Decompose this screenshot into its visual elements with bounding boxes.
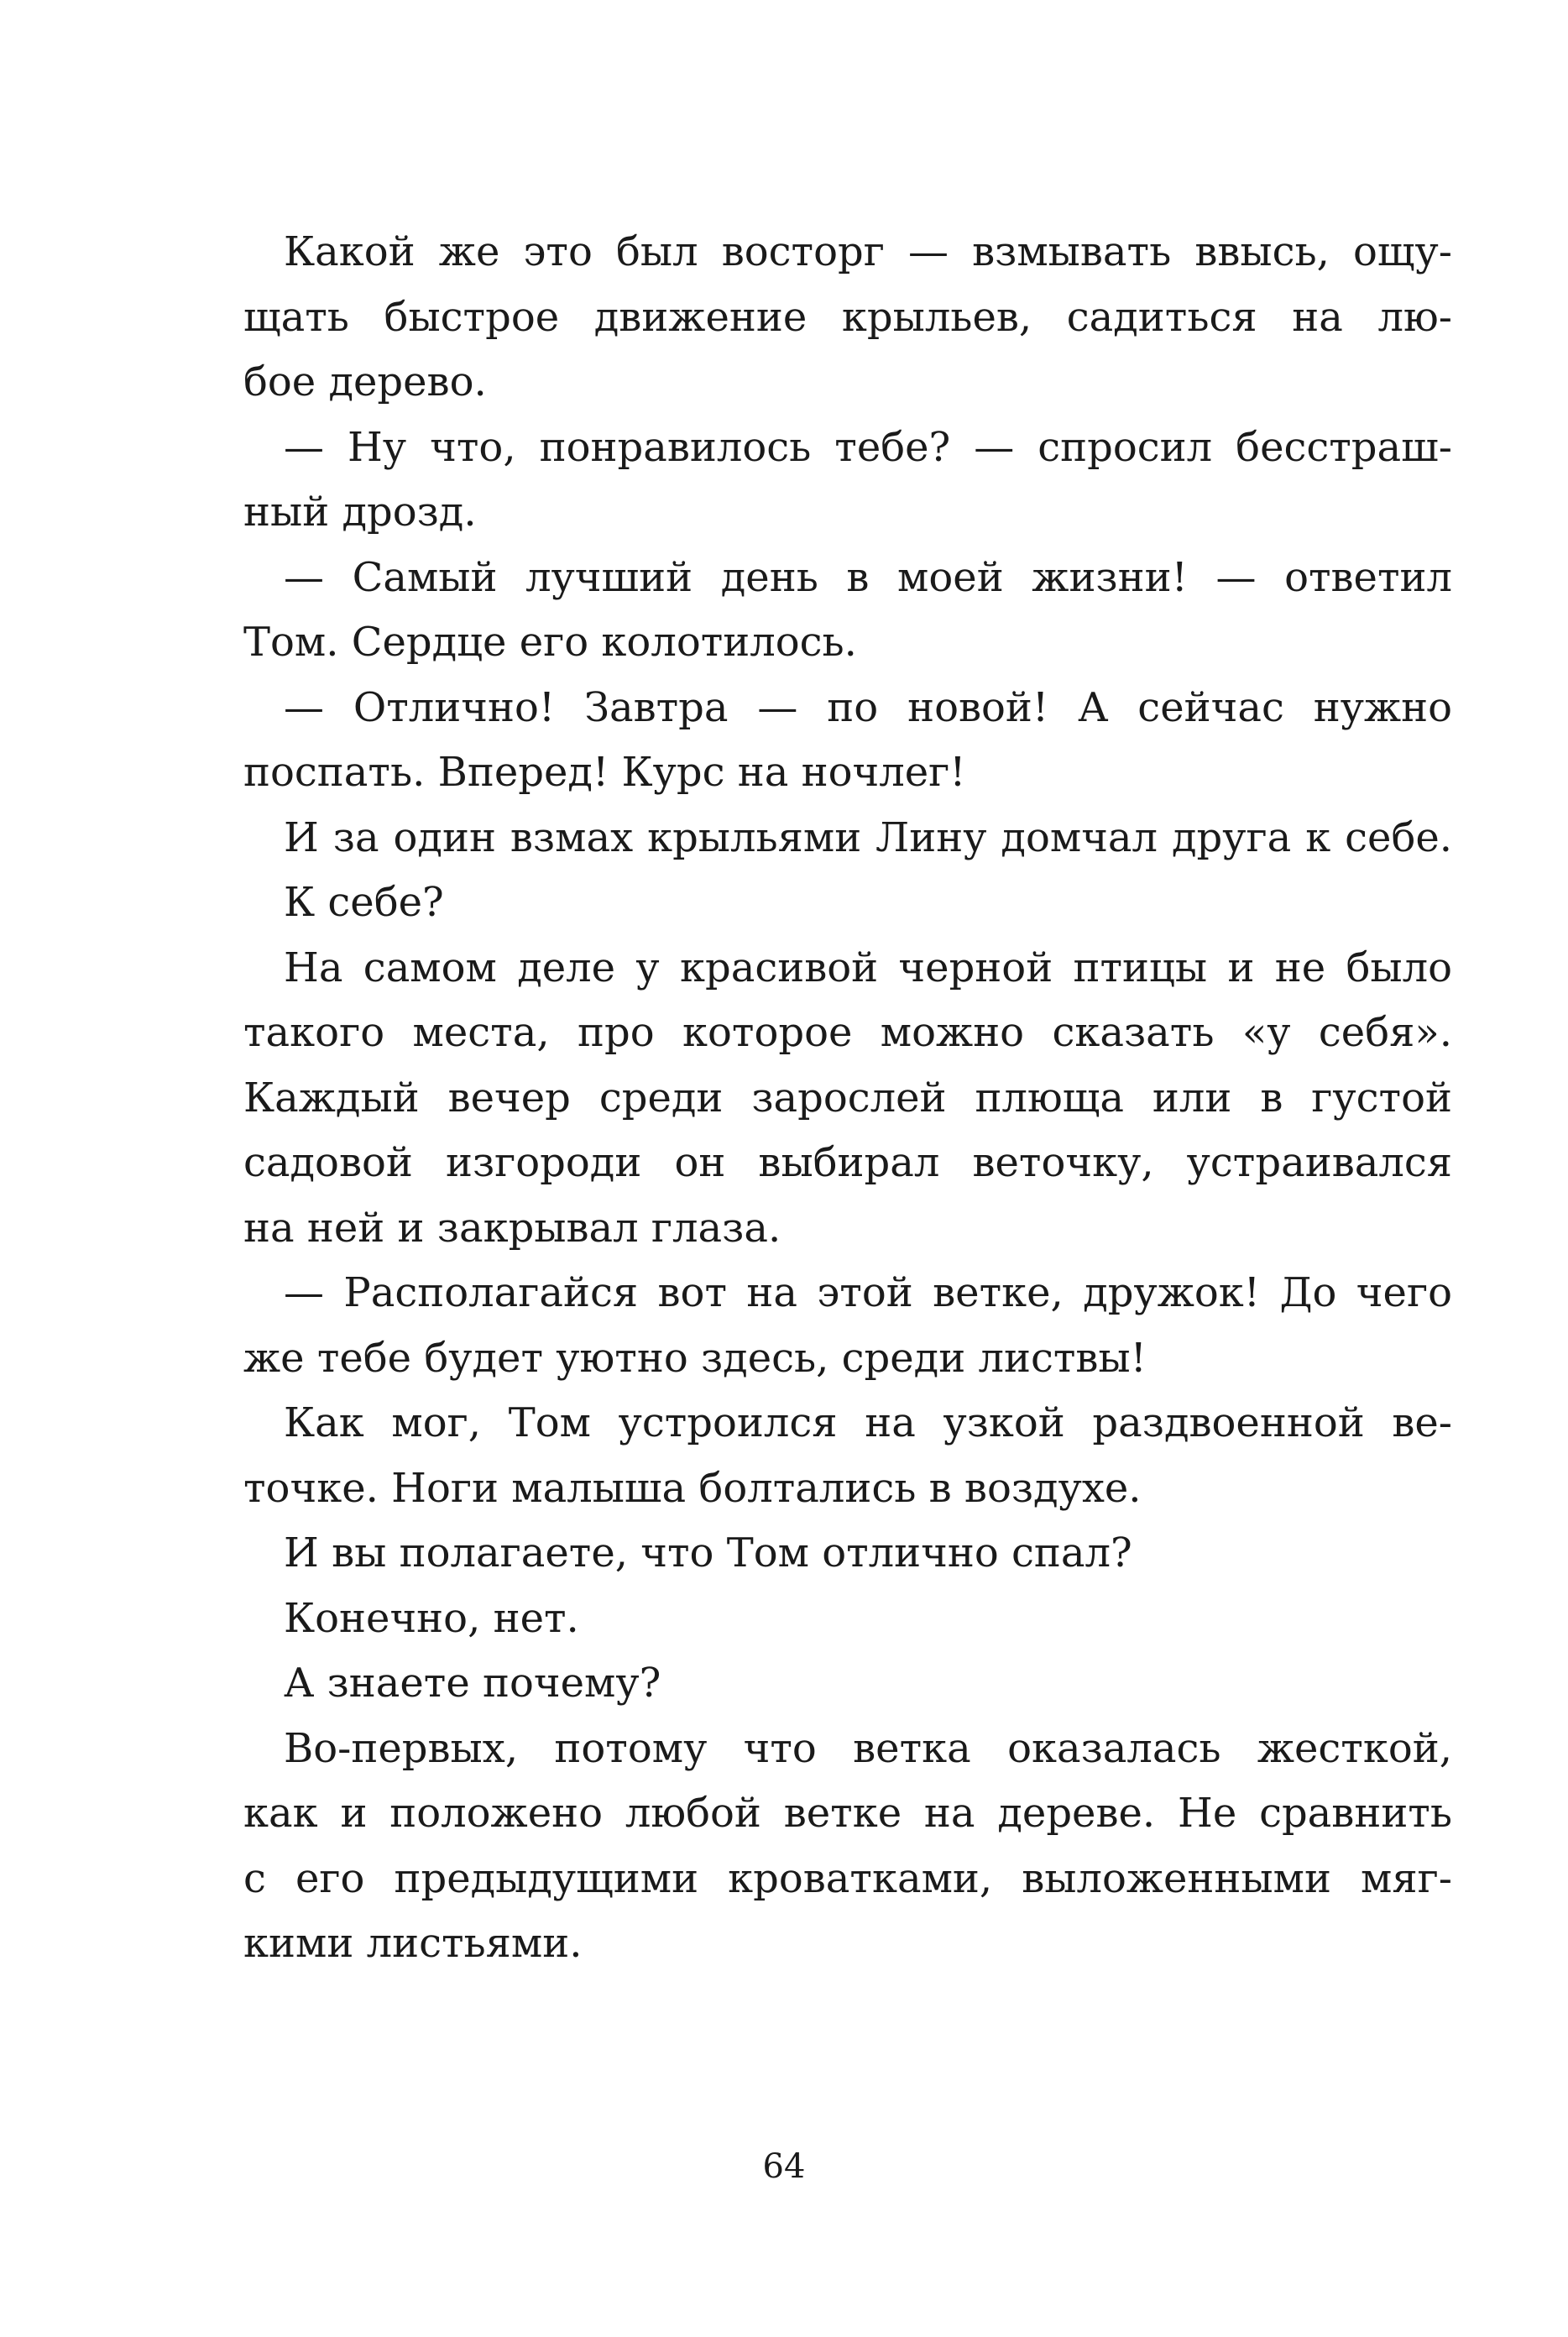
page-number: 64 [762,2147,806,2186]
text-line: щать быстрое движение крыльев, садиться на лю- [243,293,1452,341]
text-line: Том. Сердце его колотилось. [243,619,857,666]
text-line: — Ну что, понравилось тебе? — спросил бесстраш- [284,423,1452,471]
body-text [243,220,1452,1977]
text-line: точке. Ноги малыша болтались в воздухе. [243,1464,1142,1512]
text-line: кими листьями. [243,1920,583,1967]
text-line: бое дерево. [243,358,487,405]
text-line: ный дрозд. [243,489,477,536]
text-line: — Самый лучший день в моей жизни! — ответил [284,553,1452,601]
text-line: на ней и закрывал глаза. [243,1204,781,1252]
text-line: же тебе будет уютно здесь, среди листвы! [243,1334,1147,1382]
text-line: Как мог, Том устроился на узкой раздвоенной ве- [284,1399,1452,1446]
text-line: А знаете почему? [284,1660,661,1707]
text-line: садовой изгороди он выбирал веточку, устраивался [243,1139,1452,1186]
text-line: поспать. Вперед! Курс на ночлег! [243,749,966,796]
text-line: — Располагайся вот на этой ветке, дружок! До чего [284,1269,1452,1316]
text-line: как и положено любой ветке на дереве. Не сравнить [243,1790,1452,1837]
text-line: Какой же это был восторг — взмывать ввысь, ощу- [284,228,1452,275]
text-line: с его предыдущими кроватками, выложенными мяг- [243,1854,1452,1902]
text-line: Каждый вечер среди зарослей плюща или в густой [243,1074,1452,1121]
text-line: И вы полагаете, что Том отлично спал? [284,1529,1132,1576]
text-line: Во-первых, потому что ветка оказалась жесткой, [284,1724,1452,1772]
text-line: К себе? [284,879,444,926]
text-line: такого места, про которое можно сказать «у себя». [243,1009,1452,1056]
text-line: И за один взмах крыльями Лину домчал друга к себе. [284,813,1452,861]
text-line: На самом деле у красивой черной птицы и не было [284,944,1452,991]
text-line: Конечно, нет. [284,1594,579,1642]
text-line: — Отлично! Завтра — по новой! А сейчас нужно [284,683,1452,731]
